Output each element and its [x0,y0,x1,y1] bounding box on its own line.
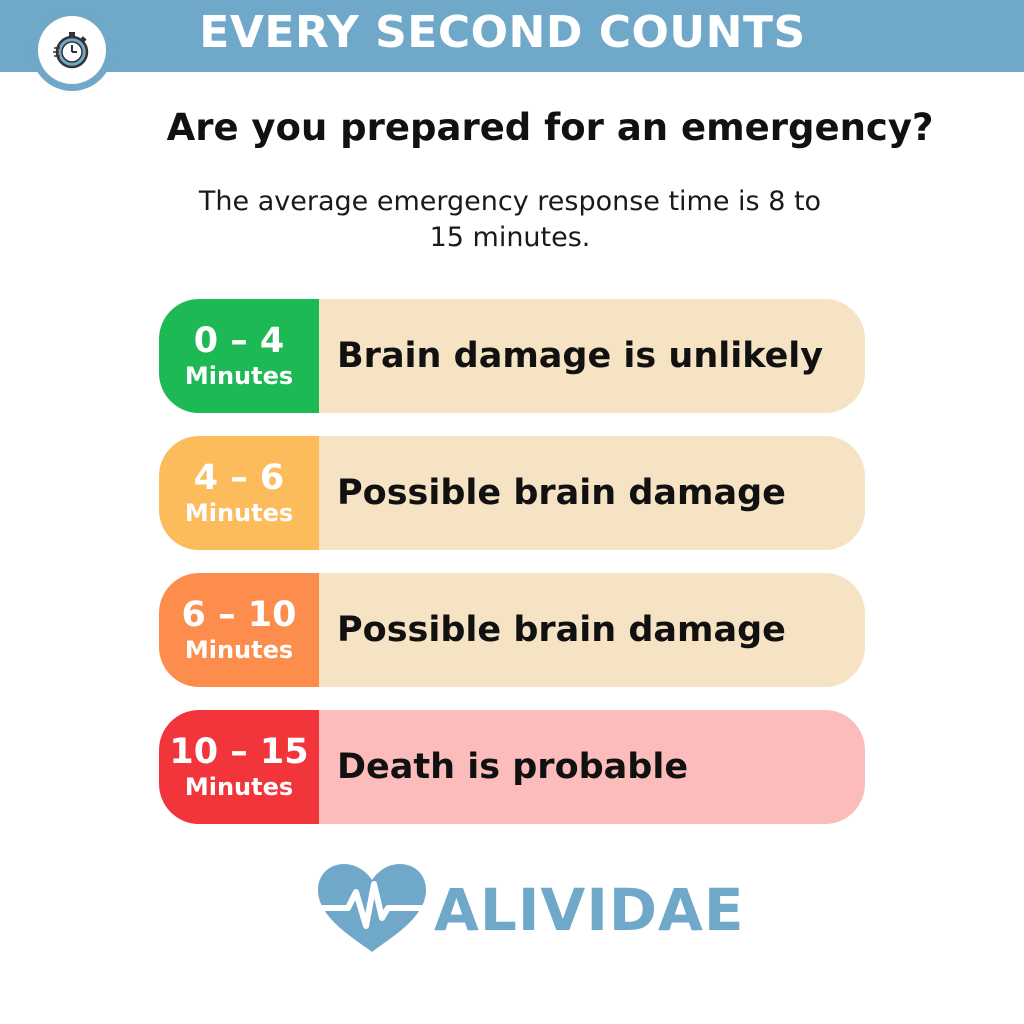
headline: Are you prepared for an emergency? [166,106,934,149]
outcome-text: Brain damage is unlikely [319,299,865,413]
time-range-block [159,299,319,413]
outcome-text: Possible brain damage [319,573,865,687]
time-range: 0 – 4 [193,321,285,361]
outcome-text: Possible brain damage [319,436,865,550]
time-range-block [159,710,319,824]
timeline-row [159,299,865,413]
timeline-row [159,710,865,824]
time-unit: Minutes [184,362,294,390]
stopwatch-badge [31,9,113,91]
timeline-row [159,436,865,550]
time-range-block [159,436,319,550]
brand-name: ALIVIDAE [434,876,745,944]
time-range: 10 – 15 [169,732,309,772]
time-range: 4 – 6 [193,458,285,498]
time-unit: Minutes [184,636,294,664]
top-banner [0,0,1024,72]
heartbeat-heart-icon [314,862,430,958]
time-range-block [159,573,319,687]
outcome-text: Death is probable [319,710,865,824]
banner-title: EVERY SECOND COUNTS [199,7,806,58]
time-unit: Minutes [184,499,294,527]
response-time-note: The average emergency response time is 8 to 15 minutes. [198,186,822,253]
timeline-row [159,573,865,687]
time-range: 6 – 10 [181,595,297,635]
stopwatch-icon [52,30,92,70]
time-unit: Minutes [184,773,294,801]
brand-logo [314,862,745,958]
